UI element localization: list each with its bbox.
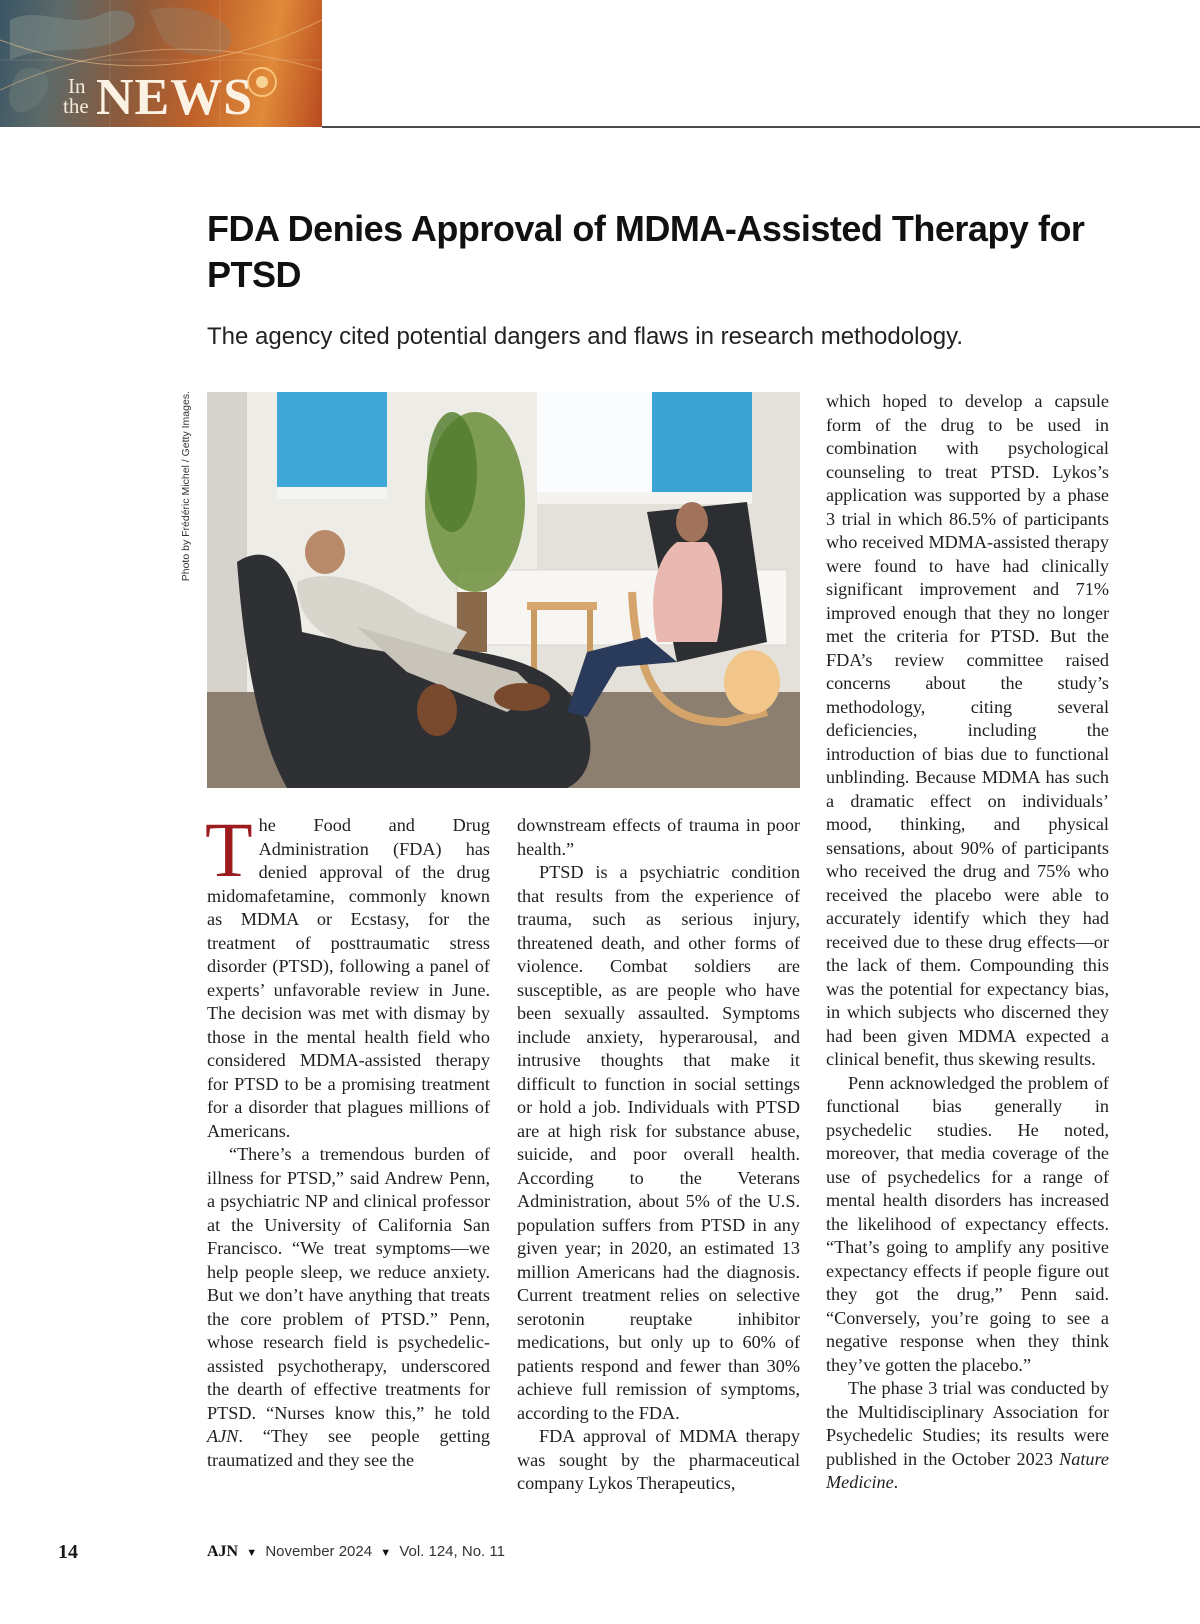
floor-lamp <box>724 650 780 714</box>
paragraph: PTSD is a psychiatric condition that results from the experience of trauma, such as serious injury, threatened death, and other forms of violence. Combat soldiers are susceptible, as are people who have been sexually assaulted. Symptoms include anxiety, hyperarousal, and intrusive thoughts that make it difficult to function in social settings or hold a job. Individuals with PTSD are at high risk for substance abuse, suicide, and poor overall health. According to the Veterans Administration, about 5% of the U.S. population suffers from PTSD in any given year; in 2020, an estimated 13 million Americans had the diagnosis. Current treatment relies on selective serotonin reuptake inhibitor medications, but only up to 60% of patients respond and fewer than 30% achieve full remission of symptoms, according to the FDA. <box>517 862 800 1423</box>
footer-citation <box>207 1543 505 1561</box>
banner-news-text: NEWS <box>96 69 254 126</box>
footer-volume: Vol. 124, No. 11 <box>399 1543 505 1560</box>
article-photo <box>207 392 800 788</box>
paragraph <box>207 1143 490 1472</box>
paragraph-text: The phase 3 trial was conducted by the Multidisciplinary Association for Psychedelic Studies; its results were published in the October 2023 <box>826 1378 1109 1469</box>
photo-credit: Photo by Frédéric Michel / Getty Images. <box>180 391 192 582</box>
paragraph-text: . <box>893 1472 899 1492</box>
paragraph: FDA approval of MDMA therapy was sought by the pharmaceutical company Lykos Therapeutics, <box>517 1426 800 1493</box>
footer-journal: AJN <box>207 1543 239 1560</box>
paragraph-continuation: downstream effects of trauma in poor health.” <box>517 815 800 859</box>
header-rule <box>322 126 1200 128</box>
publication-name-italic: Nature Medicine <box>826 1448 1109 1492</box>
article-headline: FDA Denies Approval of MDMA-Assisted Therapy for PTSD <box>207 208 1085 295</box>
paragraph-text: “There’s a tremendous burden of illness for PTSD,” said Andrew Penn, a psychiatric NP and clinical professor at the University of California San Francisco. “We treat symptoms—we help people sleep, we reduce anxiety. But we don’t have anything that treats the core problem of PTSD.” Penn, whose research field is psychedelic-assisted psychotherapy, underscored the dearth of effective treatments for PTSD. “Nurses know this,” he told <box>207 1144 490 1423</box>
therapy-session-illustration <box>207 392 800 788</box>
body-column-1 <box>205 806 490 1472</box>
footer-date: November 2024 <box>265 1543 373 1560</box>
drop-cap: T <box>205 806 253 893</box>
triangle-separator-icon: ▼ <box>380 1547 392 1559</box>
article-deck: The agency cited potential dangers and flaws in research methodology. <box>207 323 964 350</box>
paragraph-text: . “They see people getting traumatized and they see the <box>207 1426 490 1470</box>
journal-name-italic: AJN <box>207 1426 239 1446</box>
right-window <box>652 392 752 492</box>
paragraph: Penn acknowledged the problem of functional bias generally in psychedelic studies. He noted, moreover, that media coverage of the use of psychedelics for a range of mental health disorders has increased the likelihood of expectancy effects. “That’s going to amplify any positive expectancy effects if people figure out they got the drug,” Penn said. “Conversely, you’re going to see a negative response when they think they’ve gotten the placebo.” <box>826 1072 1109 1375</box>
banner-in-text: In <box>68 74 86 98</box>
lead-paragraph-text: he Food and Drug Administration (FDA) has denied approval of the drug midomafetamine, commonly known as MDMA or Ecstasy, for the treatment of posttraumatic stress disorder (PTSD), following a panel of experts’ unfavorable review in June. The decision was met with dismay by those in the mental health field who considered MDMA-assisted therapy for PTSD to be a promising treatment for a disorder that plagues millions of Americans. <box>207 815 490 1141</box>
paragraph-continuation: which hoped to develop a capsule form of the drug to be used in combination with psychological counseling to treat PTSD. Lykos’s application was supported by a phase 3 trial in which 86.5% of participants who received MDMA-assisted therapy were found to have had clinically significant improvement and 71% improved enough that they no longer met the criteria for PTSD. But the FDA’s review committee raised concerns about the study’s methodology, citing several deficiencies, including the introduction of bias due to functional unblinding. Because MDMA has such a dramatic effect on individuals’ mood, thinking, and physical sensations, about 90% of participants who received the drug and 75% who received the placebo were able to accurately identify which they had received due to these drug effects—or the lack of them. Compounding this was the potential for expectancy bias, in which subjects who discerned they had been given MDMA expected a clinical benefit, thus skewing results. <box>826 391 1109 1069</box>
triangle-separator-icon: ▼ <box>246 1547 258 1559</box>
section-banner <box>0 0 322 127</box>
body-column-2 <box>517 814 800 1496</box>
paragraph <box>826 1377 1109 1495</box>
lead-paragraph <box>205 806 490 1143</box>
body-column-3 <box>826 390 1109 1495</box>
page-number: 14 <box>58 1541 78 1563</box>
left-window <box>277 392 387 487</box>
banner-the-text: the <box>63 94 89 118</box>
